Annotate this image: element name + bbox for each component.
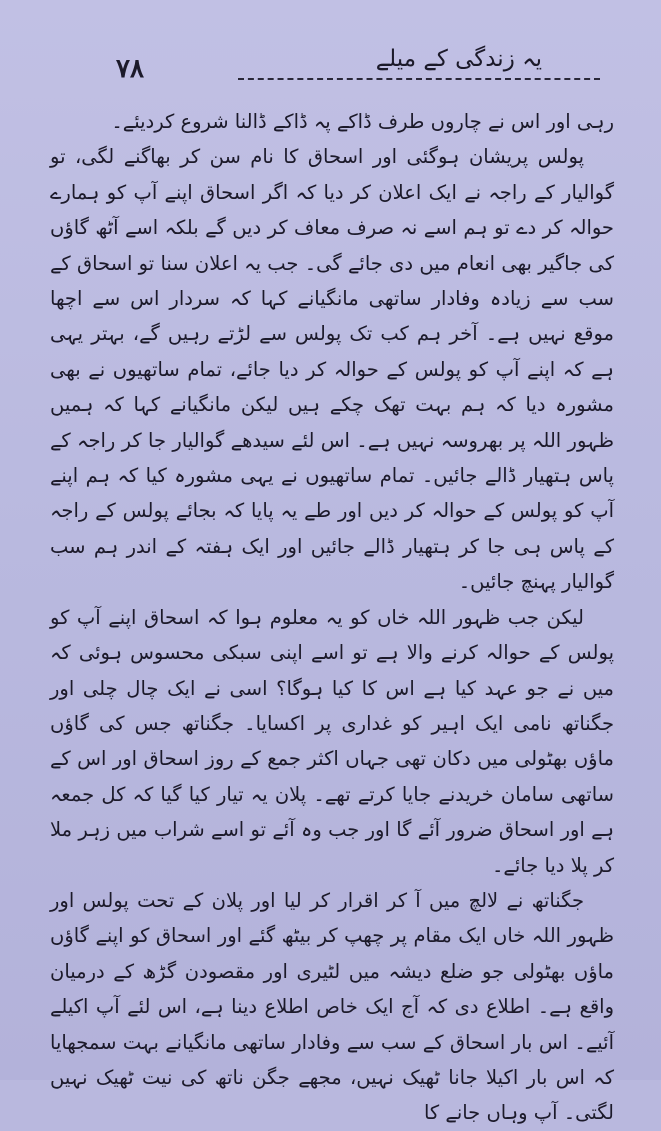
paragraph: پولس پریشان ہوگئی اور اسحاق کا نام سن کر بھاگنے لگی، تو گوالیار کے راجہ نے ایک اعلان کر دیا کہ اگر اسحاق اپنے آپ کو ہمارے حوالہ کر دے تو ہم اسے نہ صرف معاف کر دیں گے بلکہ اسے آٹھ گاؤں کی جاگیر بھی انعام میں دی جائے گی۔ جب یہ اعلان سنا تو اسحاق کے سب سے زیادہ وفادار ساتھی مانگیانے کہا کہ سردار اس سے اچھا موقع نہیں ہے۔ آخر ہم کب تک پولس سے لڑتے رہیں گے، بہتر یہی ہے کہ اپنے آپ کو پولس کے حوالہ کر دیا جائے، تمام ساتھیوں نے بھی مشورہ دیا کہ ہم بہت تھک چکے ہیں لیکن مانگیانے کہا کہ ہمیں ظہور اللہ پر بھروسہ نہیں ہے۔ اس لئے سیدھے گوالیار جا کر راجہ کے پاس ہتھیار ڈالے جائیں۔ تمام ساتھیوں نے یہی مشورہ کیا کہ ہم اپنے آپ کو پولس کے حوالہ کر دیں اور طے یہ پایا کہ بجائے پولس کے راجہ کے پاس ہی جا کر ہتھیار ڈالے جائیں اور ایک ہفتہ کے اندر ہم سب گوالیار پہنچ جائیں۔ [50, 145, 614, 594]
paragraph: جگناتھ نے لالچ میں آ کر اقرار کر لیا اور پلان کے تحت پولس اور ظہور اللہ خاں ایک مقام پر چھپ کر بیٹھ گئے اور اسحاق کو اپنے گاؤں ماؤں بھٹولی جو ضلع دیشہ میں لٹیری اور مقصودن گڑھ کے درمیان واقع ہے۔ اطلاع دی کہ آج ایک خاص اطلاع دینا ہے، اس لئے آپ اکیلے آئیے۔ اس بار اسحاق کے سب سے وفادار ساتھی مانگیانے بہت سمجھایا کہ اس بار اکیلا جانا ٹھیک نہیں، مجھے جگن ناتھ کی نیت ٹھیک نہیں لگتی۔ آپ وہاں جانے کا [50, 888, 614, 1125]
paragraph: لیکن جب ظہور اللہ خاں کو یہ معلوم ہوا کہ اسحاق اپنے آپ کو پولس کے حوالہ کرنے والا ہے تو اسے اپنی سبکی محسوس ہوئی کہ میں نے جو عہد کیا ہے اس کا کیا ہوگا؟ اسی نے ایک چال چلی اور جگناتھ نامی ایک اہیر کو غداری پر اکسایا۔ جگناتھ جس کی گاؤں ماؤں بھٹولی میں دکان تھی جہاں اکثر جمع کے روز اسحاق اور اس کے ساتھی سامان خریدنے جایا کرتے تھے۔ پلان یہ تیار کیا گیا کہ کل جمعہ ہے اور اسحاق ضرور آئے گا اور جب وہ آئے تو اسے شراب میں زہر ملا کر پلا دیا جائے۔ [50, 605, 614, 877]
header-dashed-rule [238, 78, 600, 80]
paragraph: رہی اور اس نے چاروں طرف ڈاکے پہ ڈاکے ڈالنا شروع کردیئے۔ [111, 110, 614, 133]
body-text [50, 104, 614, 1131]
page-header [100, 42, 600, 94]
running-title: یہ زندگی کے میلے [375, 46, 542, 72]
page-number: ۷۸ [116, 54, 144, 84]
